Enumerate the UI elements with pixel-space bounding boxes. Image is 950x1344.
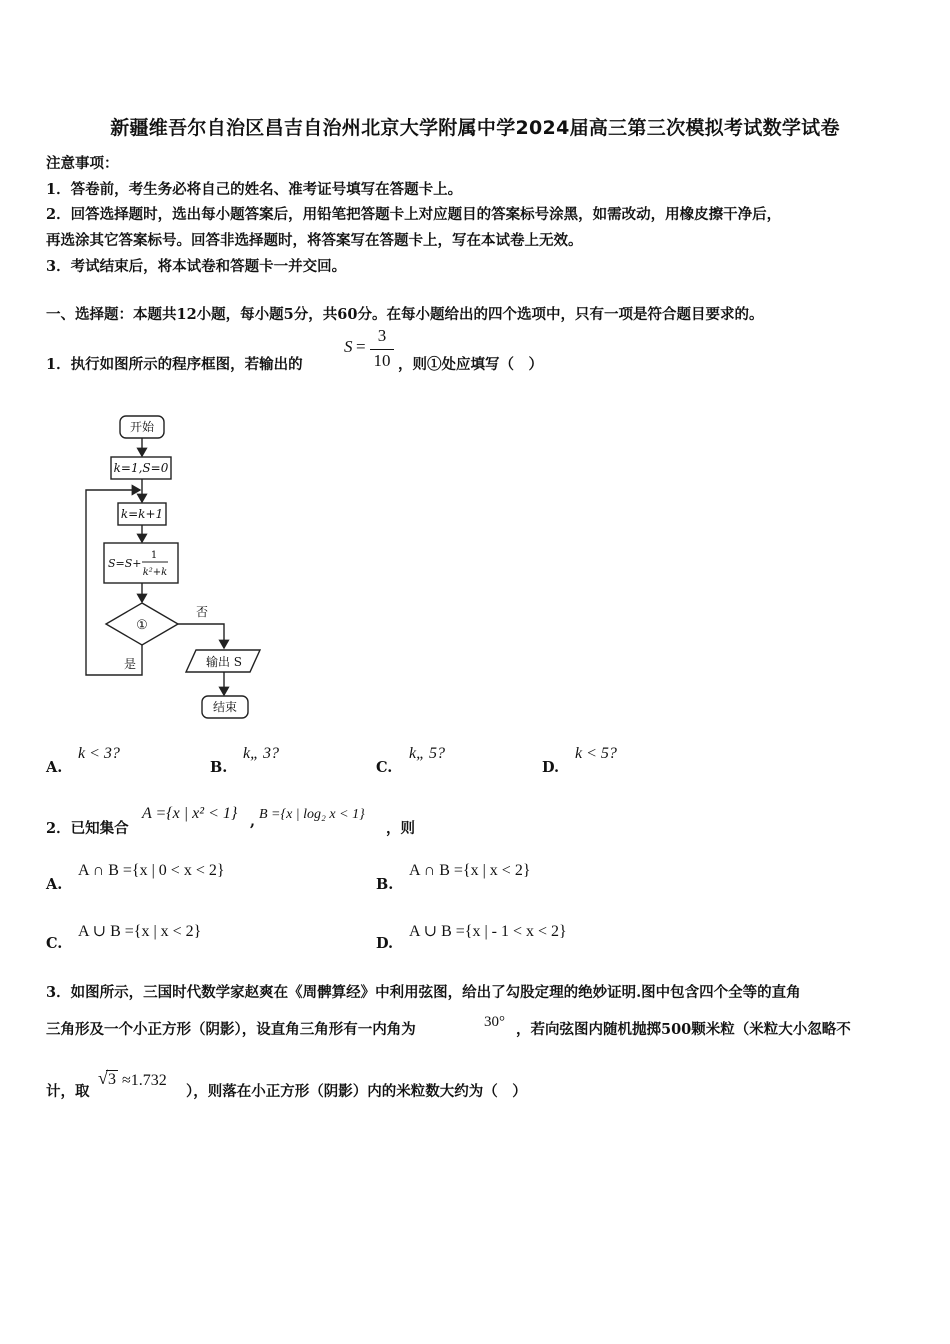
notice-item-2-line-1: 2．回答选择题时，选出每小题答案后，用铅笔把答题卡上对应题目的答案标号涂黑，如需改动，用橡皮擦干净后， (46, 206, 782, 223)
q1-prefix: 1．执行如图所示的程序框图，若输出的 (46, 356, 303, 373)
flow-end-text: 结束 (212, 700, 238, 714)
q1-suffix: ，则①处应填写（ ） (398, 356, 543, 373)
q3-line-3b: ），则落在小正方形（阴影）内的米粒数大约为（ ） (186, 1083, 527, 1100)
q2-option-c-label: C. (46, 935, 63, 952)
q3-line-3a: 计，取 (46, 1083, 90, 1100)
q2-set-a: A ={x | x² < 1} (142, 805, 238, 822)
notice-item-2-line-2: 再选涂其它答案标号。回答非选择题时，将答案写在答题卡上，写在本试卷上无效。 (46, 232, 583, 249)
q1-option-c-expr: k„ 5? (409, 745, 445, 762)
flow-update-lhs: S=S+ (108, 557, 142, 570)
page-title: 新疆维吾尔自治区昌吉自治州北京大学附属中学2024届高三第三次模拟考试数学试卷 (110, 117, 840, 139)
q1-option-c-label: C. (376, 759, 393, 776)
q1-option-b-label: B. (210, 759, 228, 776)
sqrt-approx: ≈1.732 (122, 1072, 167, 1089)
notice-item-3: 3．考试结束后，将本试卷和答题卡一并交回。 (46, 258, 347, 275)
q1-option-d-label: D. (542, 759, 560, 776)
q1-s-var: S (344, 337, 353, 356)
q3-angle: 30° (484, 1014, 505, 1030)
flow-update-den: k²+k (142, 567, 168, 578)
q2-option-b-label: B. (376, 876, 394, 893)
flow-decision-text: ① (136, 618, 148, 633)
q2-suffix: ，则 (386, 820, 415, 837)
q2-option-d-label: D. (376, 935, 394, 952)
flow-update-num: 1 (150, 550, 158, 561)
q1-eq: = (356, 337, 366, 356)
flow-yes-label: 是 (124, 657, 137, 671)
program-flowchart (78, 410, 278, 730)
q3-line-1: 3．如图所示，三国时代数学家赵爽在《周髀算经》中利用弦图，给出了勾股定理的绝妙证明.图中包含四个全等的直角 (46, 984, 801, 1001)
q2-option-a-expr: A ∩ B ={x | 0 < x < 2} (78, 862, 225, 879)
q1-option-a-label: A. (46, 759, 63, 776)
notice-item-1: 1．答卷前，考生务必将自己的姓名、准考证号填写在答题卡上。 (46, 181, 463, 198)
q1-denominator: 10 (373, 351, 391, 370)
q2-comma: , (250, 813, 256, 830)
q2-option-c-expr: A ∪ B ={x | x < 2} (78, 923, 202, 940)
flow-init-text: k=1,S=0 (113, 461, 169, 475)
flow-step-text: k=k+1 (120, 507, 164, 521)
q1-option-a-expr: k < 3? (78, 745, 120, 762)
q2-option-a-label: A. (46, 876, 63, 893)
q1-numerator: 3 (377, 326, 387, 345)
flow-start-text: 开始 (129, 420, 155, 434)
q2-set-b: B ={x | log₂ x < 1} (259, 807, 365, 822)
section-heading: 一、选择题：本题共12小题，每小题5分，共60分。在每小题给出的四个选项中，只有一项是符合题目要求的。 (46, 306, 764, 323)
sqrt-radicand: 3 (108, 1071, 116, 1088)
q2-option-d-expr: A ∪ B ={x | - 1 < x < 2} (409, 923, 567, 940)
q1-option-b-expr: k„ 3? (243, 745, 279, 762)
q3-line-2a: 三角形及一个小正方形（阴影），设直角三角形有一内角为 (46, 1021, 416, 1038)
q2-option-b-expr: A ∩ B ={x | x < 2} (409, 862, 531, 879)
q1-option-d-expr: k < 5? (575, 745, 617, 762)
flow-output-text: 输出 S (205, 655, 243, 669)
sqrt-symbol: √ (98, 1068, 108, 1088)
flow-no-label: 否 (196, 605, 209, 619)
fraction-bar (370, 349, 394, 350)
q3-line-2b: ，若向弦图内随机抛掷500颗米粒（米粒大小忽略不 (516, 1021, 851, 1038)
q2-prefix: 2．已知集合 (46, 820, 129, 837)
notice-heading: 注意事项： (46, 155, 119, 172)
